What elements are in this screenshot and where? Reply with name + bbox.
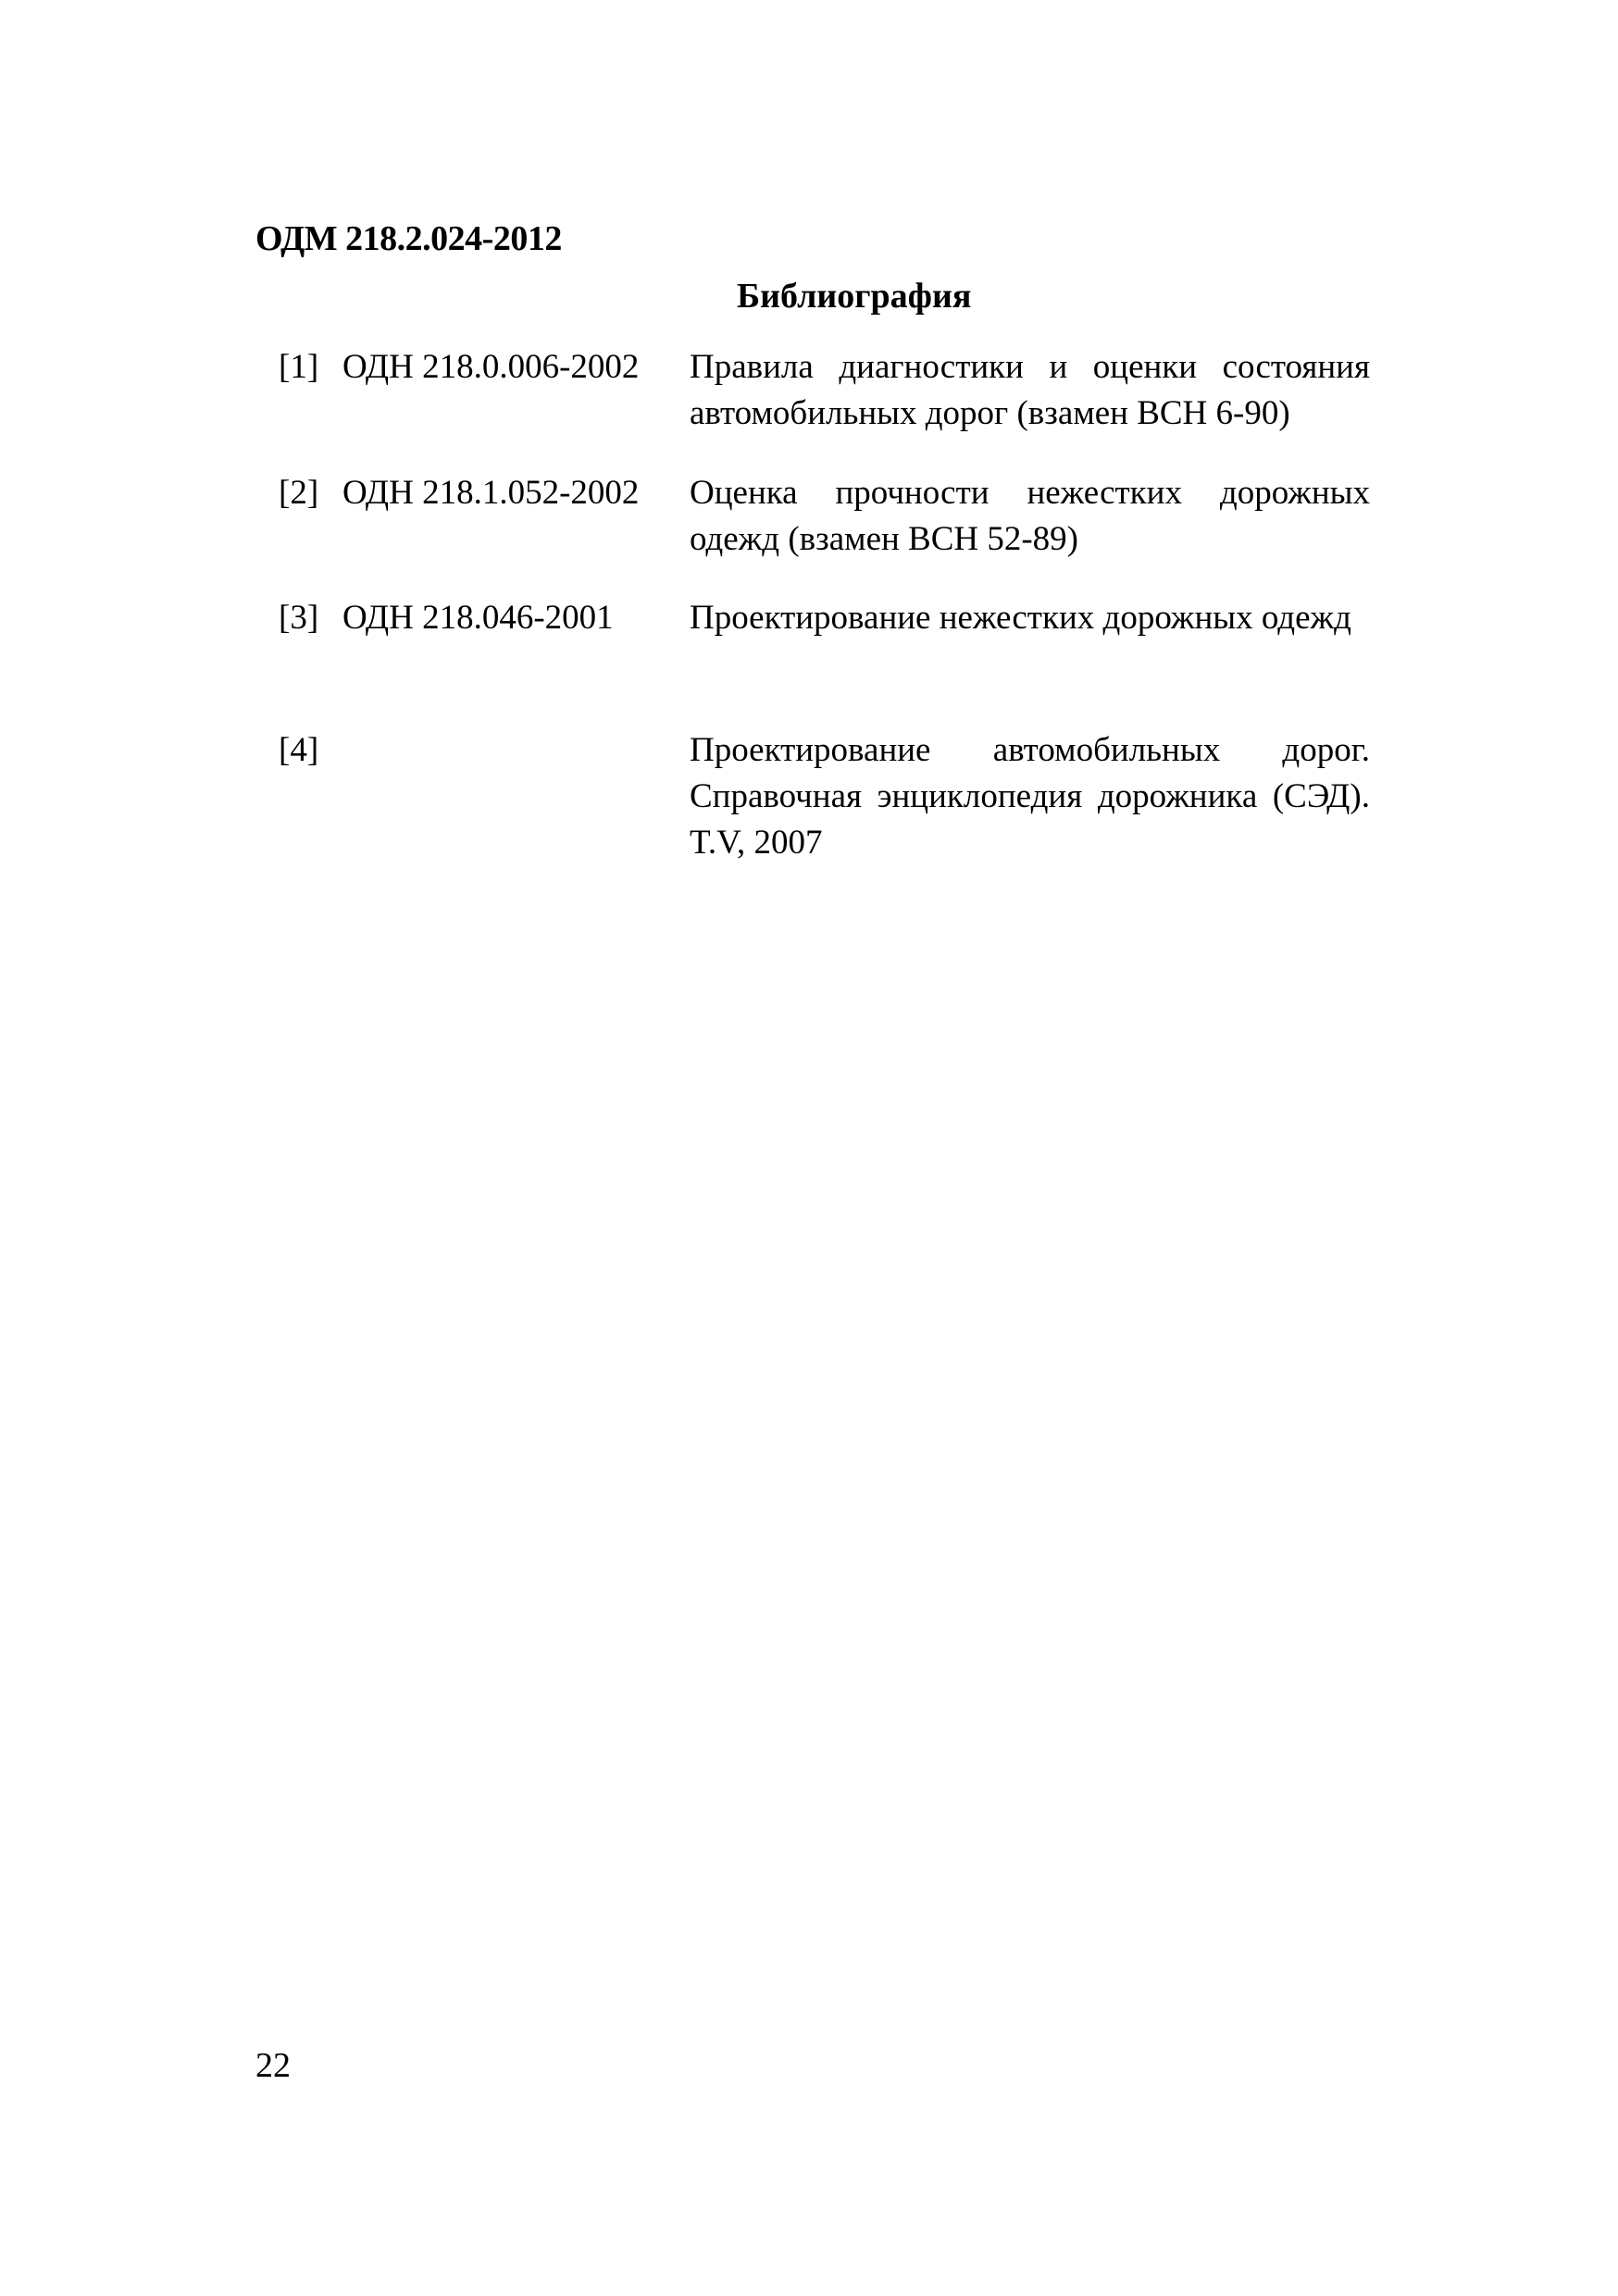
document-code: ОДМ 218.2.024-2012 [255, 219, 562, 258]
entry-description: Проектирование автомобильных дорог. Справочная энциклопедия дорожника (СЭД). T.V, 2007 [690, 731, 1370, 862]
entry-number: [3] [279, 599, 319, 637]
entry-description: Правила диагностики и оценки состояния автомобильных дорог (взамен ВСН 6-90) [690, 348, 1370, 432]
entry-document: ОДН 218.1.052-2002 [342, 474, 640, 512]
page-number: 22 [255, 2046, 291, 2085]
entry-document: ОДН 218.046-2001 [342, 599, 614, 637]
entry-number: [1] [279, 348, 319, 386]
entry-description: Проектирование нежестких дорожных одежд [690, 599, 1351, 637]
bibliography-title: Библиография [737, 277, 972, 316]
entry-document: ОДН 218.0.006-2002 [342, 348, 640, 386]
entry-number: [2] [279, 474, 319, 512]
entry-number: [4] [279, 731, 319, 769]
entry-description: Оценка прочности нежестких дорожных одежд (взамен ВСН 52-89) [690, 474, 1370, 558]
